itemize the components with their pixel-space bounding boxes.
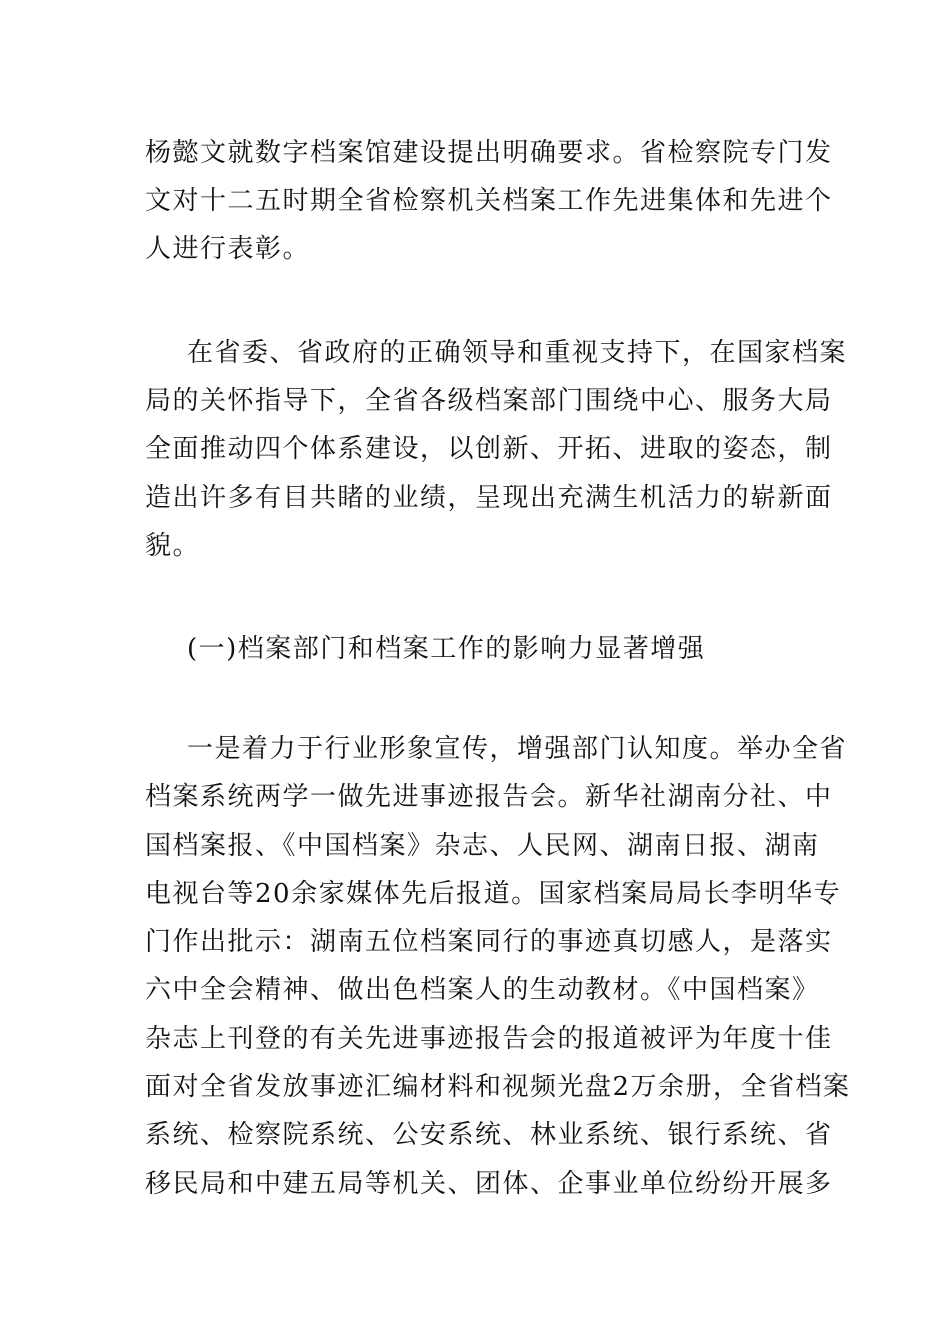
paragraph-3-line-7: 杂志上刊登的有关先进事迹报告会的报道被评为年度十佳 — [145, 1024, 833, 1054]
paragraph-1-line-3: 人进行表彰。 — [145, 234, 311, 264]
paragraph-2-line-2: 局的关怀指导下，全省各级档案部门围绕中心、服务大局 — [145, 386, 833, 416]
paragraph-3-line-9: 系统、检察院系统、公安系统、林业系统、银行系统、省 — [145, 1120, 833, 1150]
paragraph-3-line-3: 国档案报、《中国档案》杂志、人民网、湖南日报、湖南 — [145, 831, 820, 861]
paragraph-3-line-2: 档案系统两学一做先进事迹报告会。新华社湖南分社、中 — [145, 782, 833, 812]
paragraph-3-line-5: 门作出批示：湖南五位档案同行的事迹真切感人，是落实 — [145, 927, 833, 957]
paragraph-2-line-4: 造出许多有目共睹的业绩，呈现出充满生机活力的崭新面 — [145, 483, 833, 513]
paragraph-2-line-1: 在省委、省政府的正确领导和重视支持下，在国家档案 — [187, 338, 848, 368]
paragraph-1-line-2: 文对十二五时期全省检察机关档案工作先进集体和先进个 — [145, 186, 833, 216]
paragraph-3-line-10: 移民局和中建五局等机关、团体、企事业单位纷纷开展多 — [145, 1169, 833, 1199]
paragraph-3-line-4: 电视台等20余家媒体先后报道。国家档案局局长李明华专 — [145, 879, 842, 909]
paragraph-3-line-1: 一是着力于行业形象宣传，增强部门认知度。举办全省 — [187, 734, 848, 764]
paragraph-3-line-6: 六中全会精神、做出色档案人的生动教材。《中国档案》 — [145, 975, 820, 1005]
paragraph-1-line-1: 杨懿文就数字档案馆建设提出明确要求。省检察院专门发 — [145, 138, 833, 168]
paragraph-2-line-5: 貌。 — [145, 531, 201, 561]
section-heading: (一)档案部门和档案工作的影响力显著增强 — [187, 634, 706, 664]
paragraph-2-line-3: 全面推动四个体系建设，以创新、开拓、进取的姿态，制 — [145, 434, 833, 464]
paragraph-3-line-8: 面对全省发放事迹汇编材料和视频光盘2万余册，全省档案 — [145, 1072, 851, 1102]
